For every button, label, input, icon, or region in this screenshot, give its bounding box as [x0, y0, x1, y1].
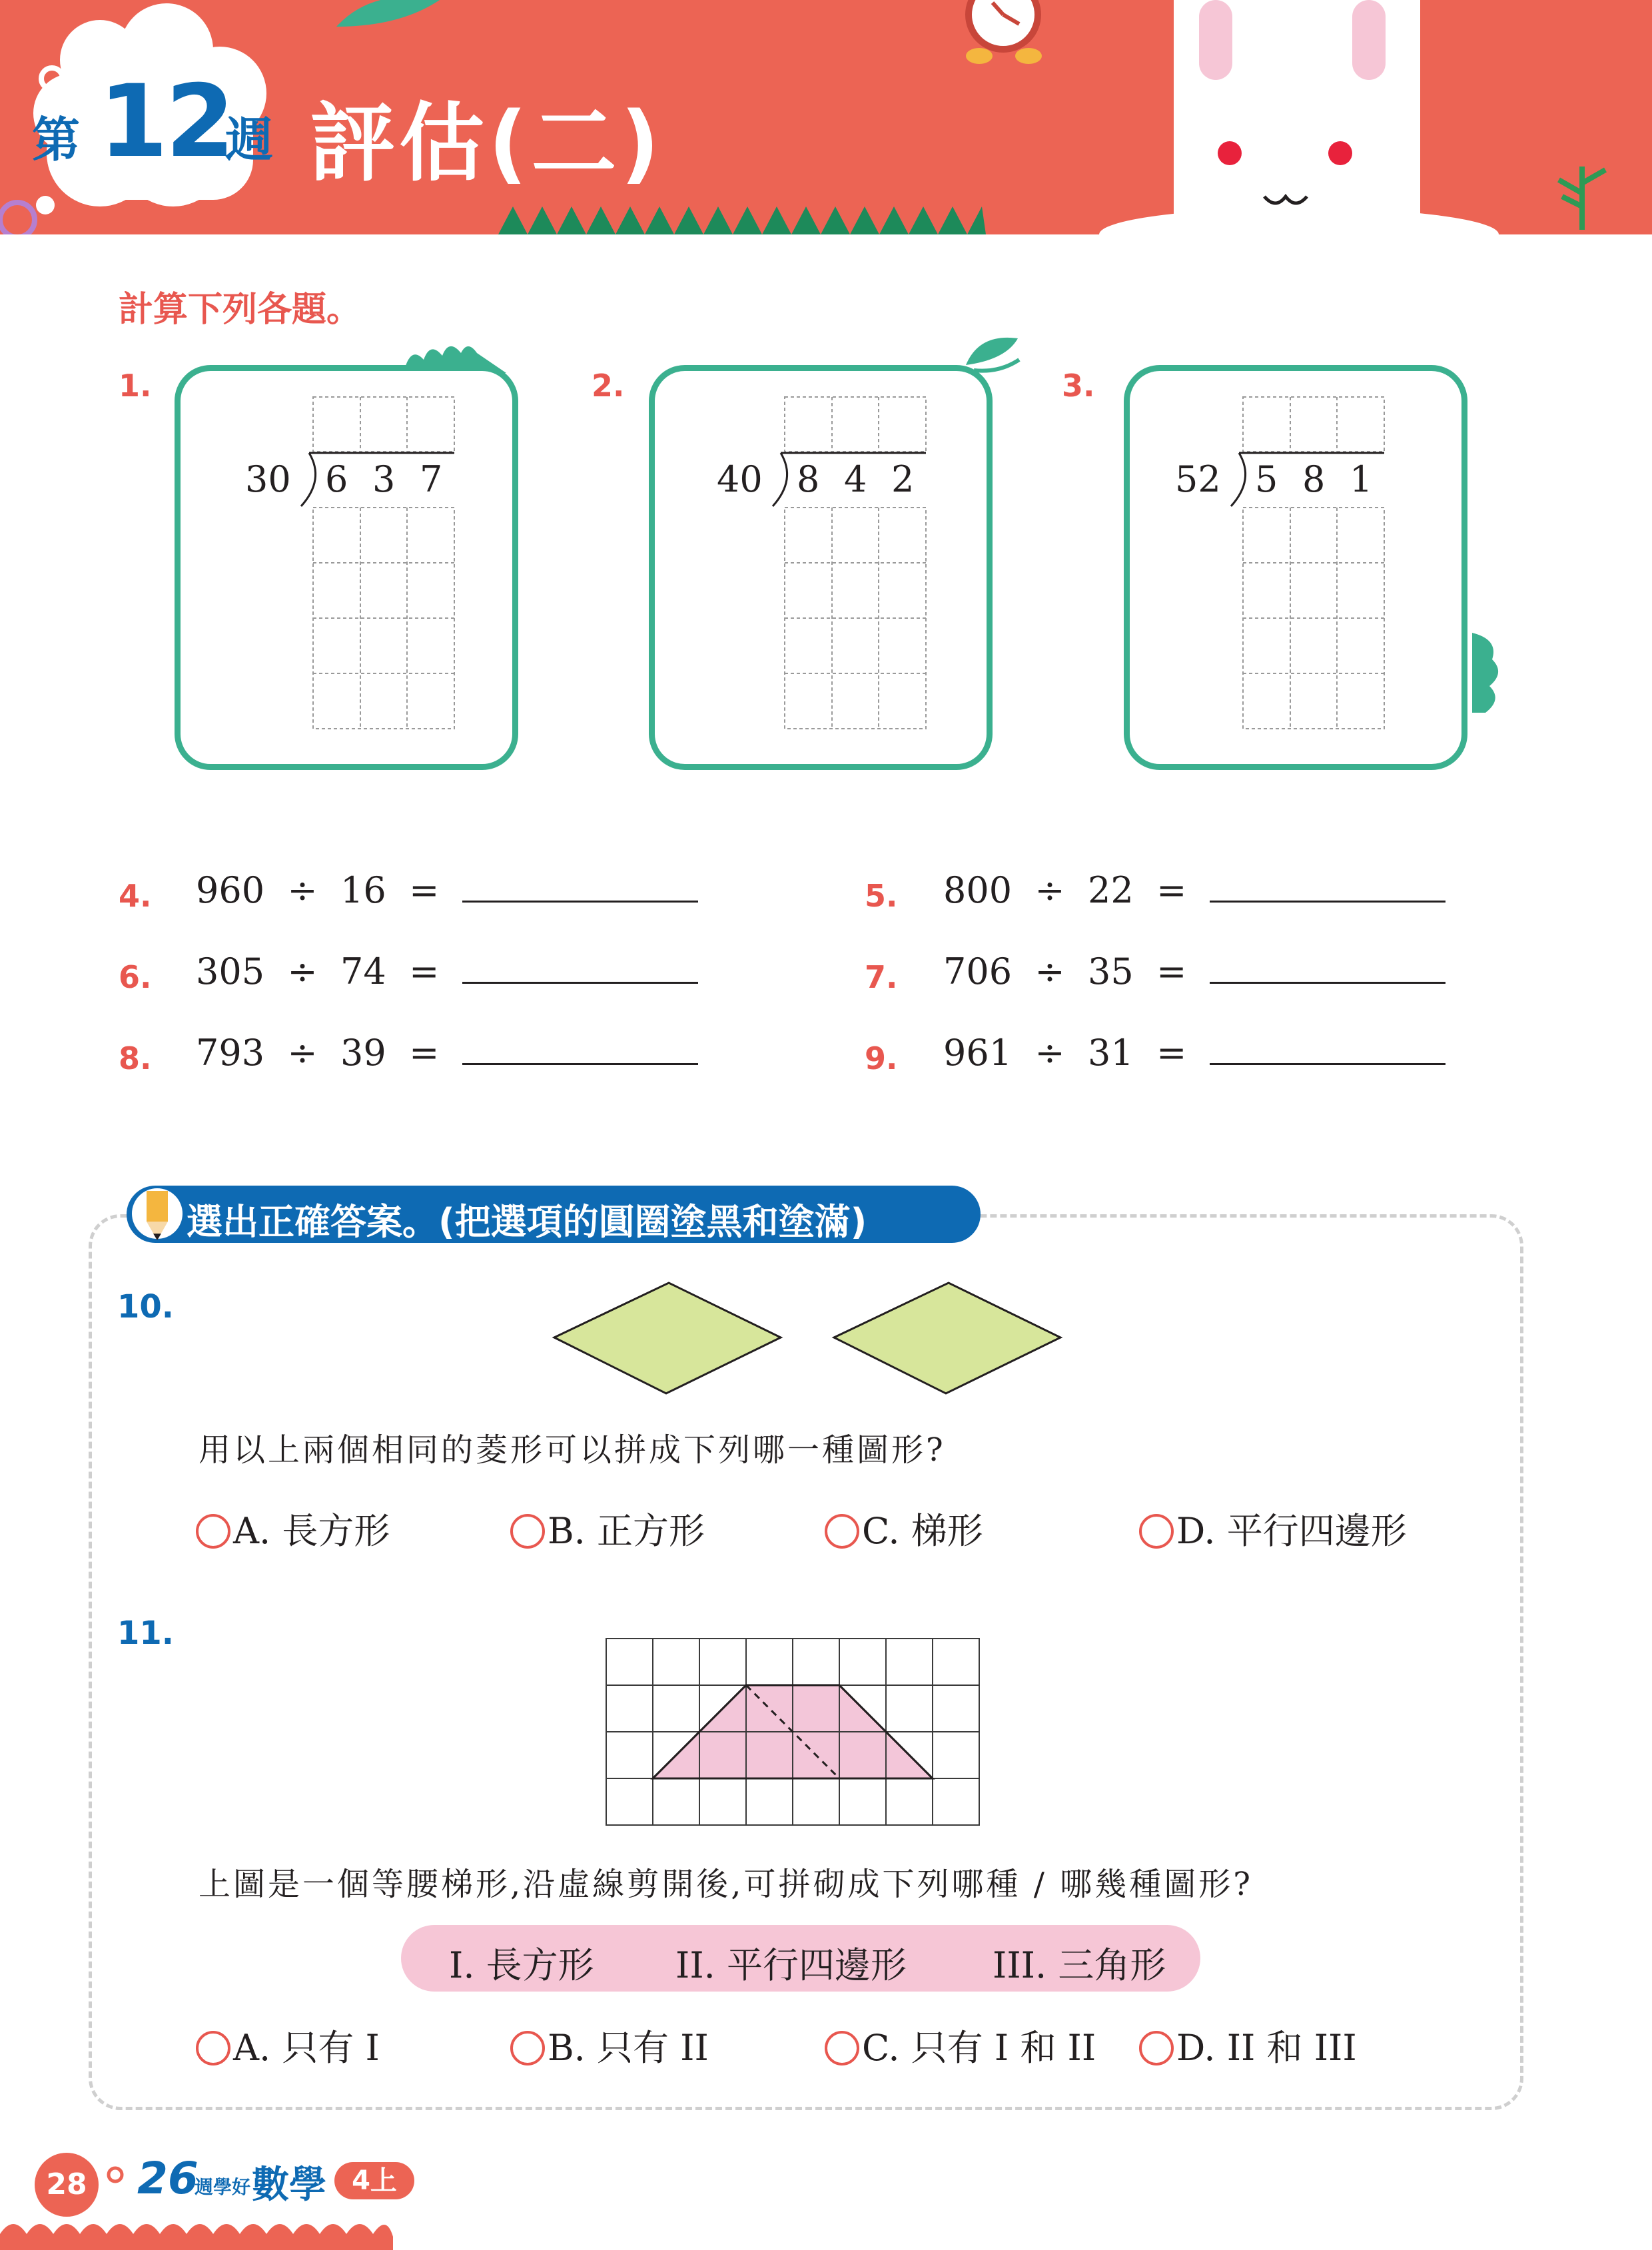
question-number-3: 3. — [1062, 368, 1095, 404]
dividend-digit: 8 — [797, 458, 820, 500]
brand-small-text: 週學好 — [195, 2176, 251, 2198]
answer-circle[interactable] — [825, 1514, 859, 1549]
q11-option-b[interactable]: B. 只有 II — [510, 2020, 709, 2071]
equation-9: 961 ÷ 31 = — [943, 1030, 1446, 1074]
answer-circle[interactable] — [196, 1514, 230, 1549]
dividend-digit: 6 — [325, 458, 348, 500]
divisor-2: 40 — [717, 458, 763, 500]
page-title: 評估(二) — [310, 94, 664, 193]
week-prefix: 第 — [32, 112, 81, 168]
q11-option-a[interactable]: A. 只有 I — [196, 2020, 380, 2071]
divisor-1: 30 — [245, 458, 291, 500]
q11-option-d[interactable]: D. II 和 III — [1139, 2020, 1357, 2071]
question-number-4: 4. — [119, 878, 152, 914]
dividend-digit: 1 — [1350, 458, 1373, 500]
answer-blank[interactable] — [462, 948, 698, 984]
brand-number: 26 — [137, 2153, 199, 2204]
question-11-text: 上圖是一個等腰梯形,沿虛線剪開後,可拼砌成下列哪種 / 哪幾種圖形? — [199, 1866, 1253, 1903]
question-number-5: 5. — [865, 878, 898, 914]
page-number: 28 — [35, 2153, 99, 2217]
answer-blank[interactable] — [462, 1030, 698, 1065]
answer-blank[interactable] — [1210, 1030, 1446, 1065]
dividend-digit: 5 — [1255, 458, 1278, 500]
week-suffix: 週 — [225, 112, 274, 168]
answer-blank[interactable] — [1210, 948, 1446, 984]
q10-option-a[interactable]: A. 長方形 — [196, 1503, 390, 1554]
question-number-8: 8. — [119, 1040, 152, 1076]
question-number-7: 7. — [865, 959, 898, 995]
brand-title: 數學 — [252, 2163, 326, 2207]
statement-1: I. 長方形 — [449, 1944, 594, 1986]
dividend-digit: 2 — [891, 458, 915, 500]
equation-5: 800 ÷ 22 = — [943, 867, 1446, 911]
answer-circle[interactable] — [196, 2031, 230, 2065]
statement-2: II. 平行四邊形 — [675, 1944, 907, 1986]
answer-circle[interactable] — [510, 2031, 545, 2065]
equation-6: 305 ÷ 74 = — [196, 948, 698, 992]
question-number-2: 2. — [592, 368, 625, 404]
dividend-digit: 4 — [844, 458, 867, 500]
section1-instruction: 計算下列各題。 — [119, 290, 362, 330]
question-number-11: 11. — [117, 1615, 175, 1652]
dividend-digit: 7 — [420, 458, 443, 500]
trapezoid-grid-figure — [600, 1633, 989, 1826]
question-number-1: 1. — [119, 368, 152, 404]
section2-instruction: 選出正確答案。(把選項的圓圈塗黑和塗滿) — [187, 1201, 867, 1243]
rhombus-figures — [546, 1279, 1079, 1405]
pencil-icon — [131, 1180, 184, 1247]
grade-badge: 4上 — [334, 2162, 414, 2199]
question-number-10: 10. — [117, 1288, 175, 1325]
week-number: 12 — [99, 64, 232, 180]
equation-4: 960 ÷ 16 = — [196, 867, 698, 911]
question-number-9: 9. — [865, 1040, 898, 1076]
q10-option-d[interactable]: D. 平行四邊形 — [1139, 1503, 1407, 1554]
answer-circle[interactable] — [825, 2031, 859, 2065]
equation-8: 793 ÷ 39 = — [196, 1030, 698, 1074]
dividend-digit: 8 — [1302, 458, 1326, 500]
question-10-text: 用以上兩個相同的菱形可以拼成下列哪一種圖形? — [199, 1431, 946, 1469]
statement-3: III. 三角形 — [993, 1944, 1166, 1986]
answer-circle[interactable] — [1139, 2031, 1174, 2065]
answer-blank[interactable] — [462, 867, 698, 903]
long-division-grids — [0, 0, 1652, 799]
answer-circle[interactable] — [1139, 1514, 1174, 1549]
answer-blank[interactable] — [1210, 867, 1446, 903]
question-number-6: 6. — [119, 959, 152, 995]
answer-circle[interactable] — [510, 1514, 545, 1549]
q10-option-b[interactable]: B. 正方形 — [510, 1503, 705, 1554]
footer-dot-icon — [105, 2165, 125, 2185]
q10-option-c[interactable]: C. 梯形 — [825, 1503, 983, 1554]
q11-option-c[interactable]: C. 只有 I 和 II — [825, 2020, 1096, 2071]
divisor-3: 52 — [1175, 458, 1221, 500]
equation-7: 706 ÷ 35 = — [943, 948, 1446, 992]
dividend-digit: 3 — [372, 458, 396, 500]
